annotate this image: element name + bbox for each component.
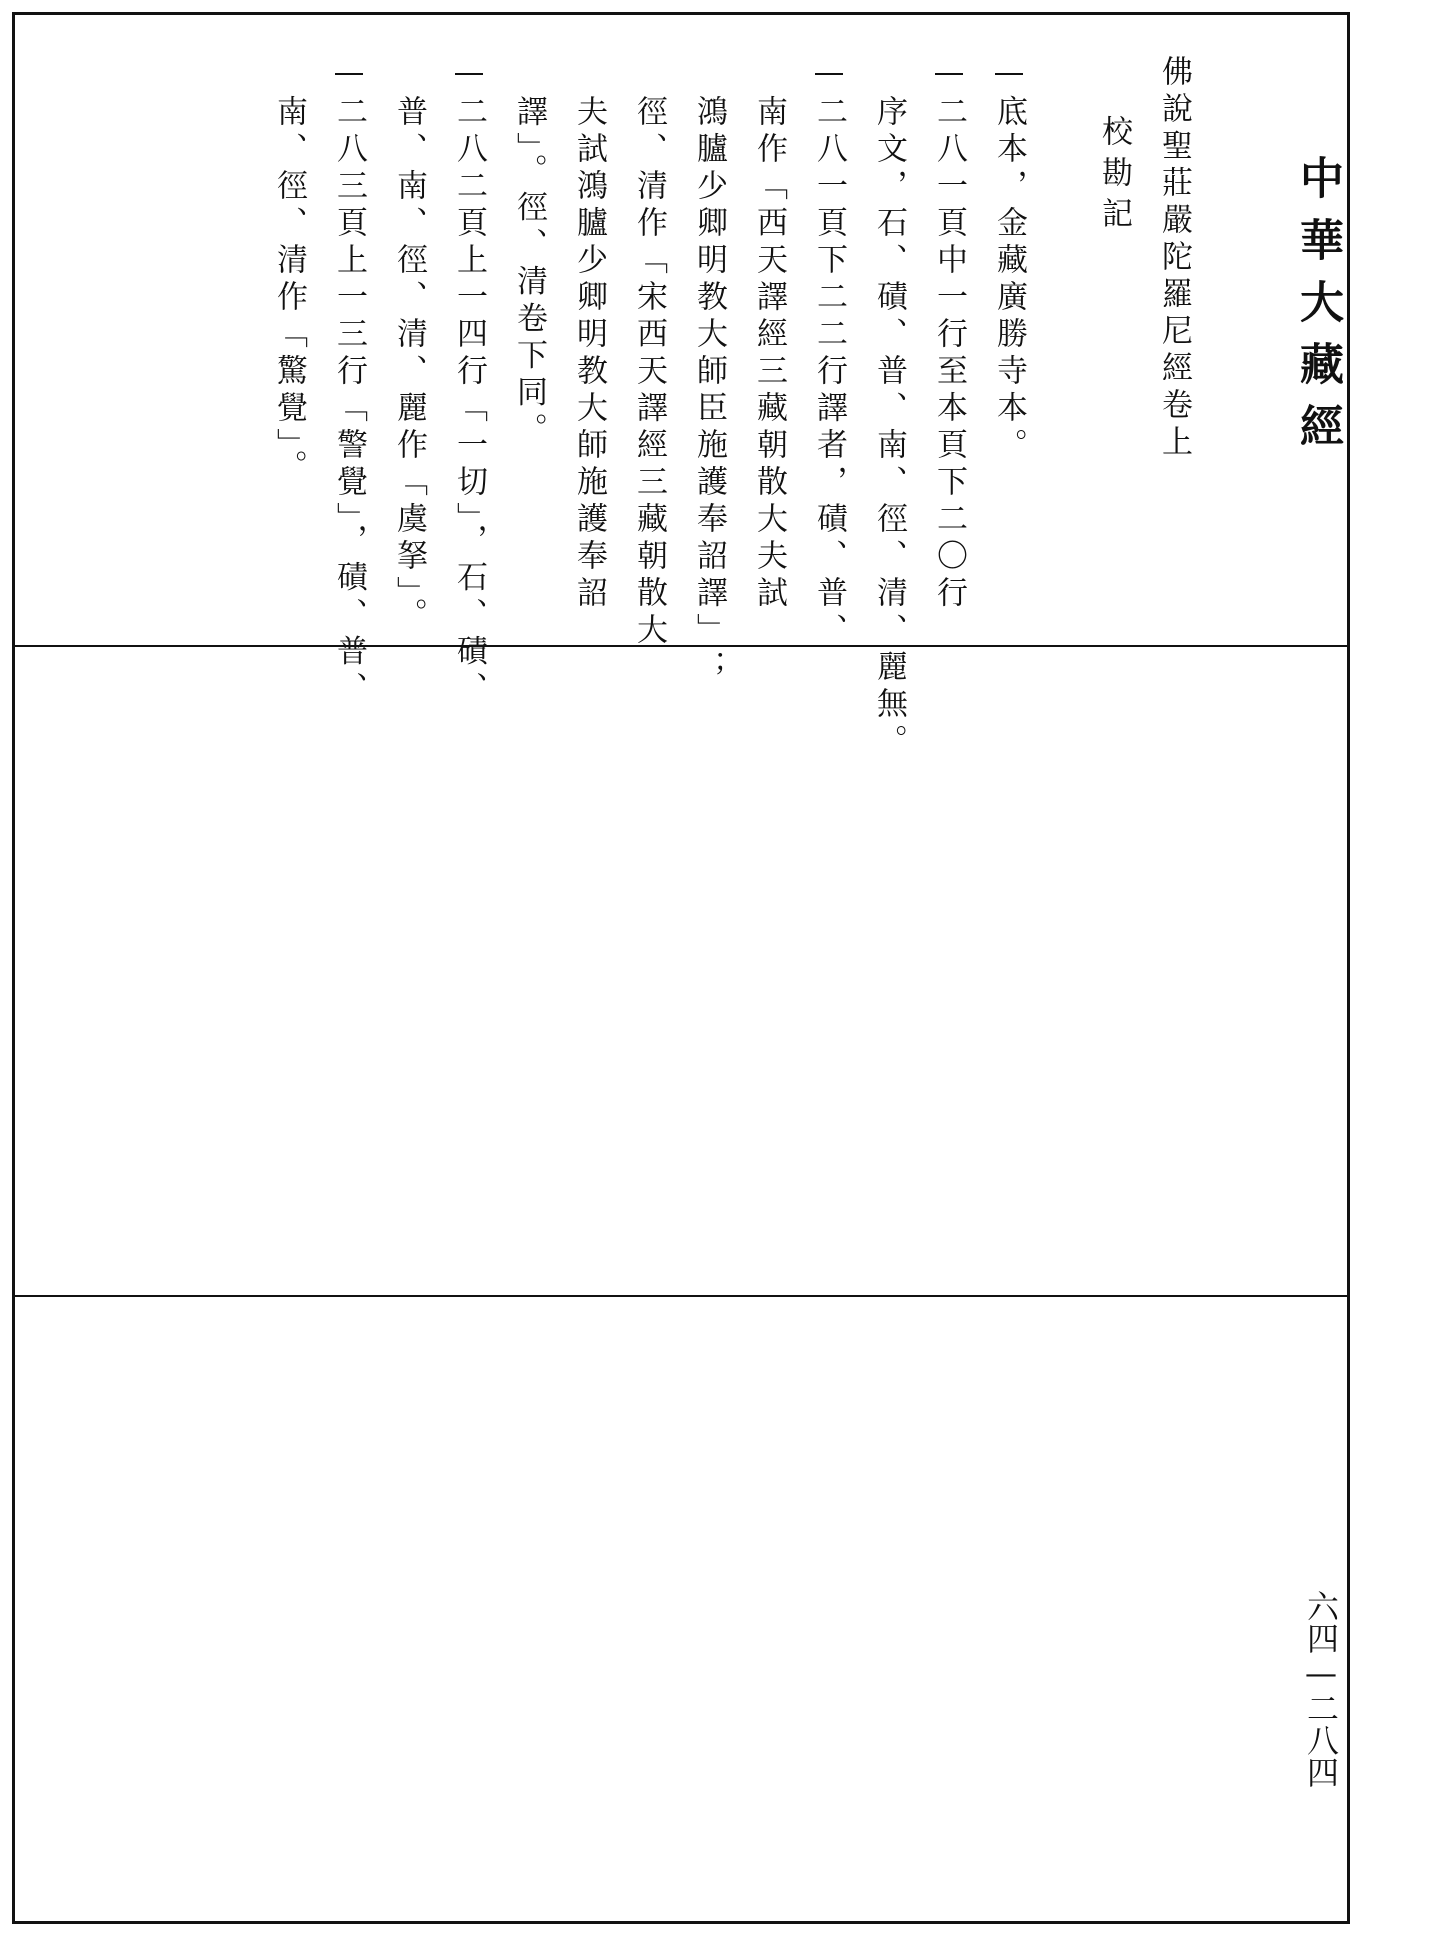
collation-note-continuation bbox=[511, 95, 547, 450]
note-text: 南、徑、清作「驚覺」。 bbox=[271, 95, 307, 487]
note-text: 普、南、徑、清、麗作「虞拏」。 bbox=[391, 95, 427, 635]
note-text: 二八一頁中一行至本頁下二〇行 bbox=[931, 95, 967, 613]
page-frame bbox=[12, 12, 1350, 1924]
collation-note-continuation bbox=[631, 95, 667, 650]
collation-note-continuation bbox=[571, 95, 607, 613]
panel-divider bbox=[15, 645, 1347, 647]
note-marker bbox=[335, 73, 363, 75]
note-text: 底本，金藏廣勝寺本。 bbox=[991, 95, 1027, 465]
collation-note-continuation bbox=[271, 95, 307, 487]
note-marker bbox=[455, 73, 483, 75]
note-text: 夫試鴻臚少卿明教大師施護奉詔 bbox=[571, 95, 607, 613]
note-marker bbox=[815, 73, 843, 75]
note-text: 南作「西天譯經三藏朝散大夫試 bbox=[751, 95, 787, 613]
collation-note-continuation bbox=[691, 95, 727, 687]
note-text: 二八二頁上一四行「一切」，石、磧、 bbox=[451, 95, 487, 709]
collation-note-continuation bbox=[871, 95, 907, 761]
collation-note-continuation bbox=[391, 95, 427, 635]
collation-note bbox=[991, 55, 1027, 465]
note-text: 徑、清作「宋西天譯經三藏朝散大 bbox=[631, 95, 667, 650]
collation-note bbox=[331, 55, 367, 709]
book-title: 中華大藏經 bbox=[1292, 155, 1343, 465]
note-marker bbox=[995, 73, 1023, 75]
note-text: 鴻臚少卿明教大師臣施護奉詔譯」； bbox=[691, 95, 727, 687]
collation-note bbox=[931, 55, 967, 613]
section-title: 校勘記 bbox=[1096, 115, 1132, 238]
collation-note bbox=[811, 55, 847, 650]
note-text: 二八一頁下二二行譯者，磧、普、 bbox=[811, 95, 847, 650]
note-text: 序文，石、磧、普、南、徑、清、麗無。 bbox=[871, 95, 907, 761]
note-text: 二八三頁上一三行「警覺」，磧、普、 bbox=[331, 95, 367, 709]
collation-note bbox=[451, 55, 487, 709]
note-marker bbox=[935, 73, 963, 75]
collation-note-continuation bbox=[751, 95, 787, 613]
sutra-title: 佛說聖莊嚴陀羅尼經卷上 bbox=[1156, 55, 1192, 462]
page-number: 六四—二八四 bbox=[1302, 1590, 1340, 1788]
note-text: 譯」。徑、清卷下同。 bbox=[511, 95, 547, 450]
panel-divider bbox=[15, 1295, 1347, 1297]
